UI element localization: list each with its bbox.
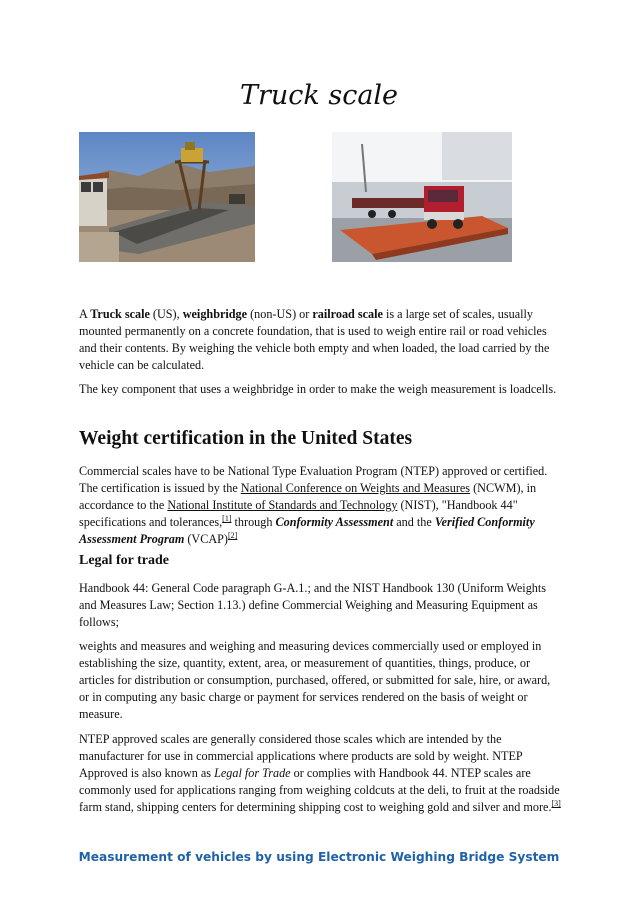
term-conformity-assessment: Conformity Assessment	[275, 515, 394, 529]
mining-weighbridge-photo	[79, 132, 255, 262]
red-truck-on-scale-photo	[332, 132, 512, 262]
intro-paragraph	[79, 306, 561, 374]
term-railroad-scale: railroad scale	[312, 307, 383, 321]
link-nist[interactable]: National Institute of Standards and Technology	[167, 498, 398, 512]
text-span: Commercial scales have to be National Type Evaluation Program (NTEP) approved or certified. The certification is issued by the	[79, 464, 548, 495]
text-span: through	[231, 515, 276, 529]
term-vcap: Verified Conformity Assessment Program	[79, 515, 535, 546]
text-span: NTEP approved scales are generally considered those scales which are intended by the manufacturer for use in commercial applications where products are sold by weight. NTEP Approved is also known as	[79, 732, 523, 780]
term-weighbridge: weighbridge	[182, 307, 248, 321]
reference-link-3[interactable]: [3]	[551, 798, 561, 808]
section-heading-weight-certification: Weight certification in the United States	[79, 428, 413, 449]
certification-paragraph	[79, 463, 561, 548]
text-span: (NCWM), in accordance to the	[79, 481, 537, 512]
document-title: Truck scale	[239, 80, 399, 111]
page-footer: Measurement of vehicles by using Electronic Weighing Bridge System	[78, 850, 560, 864]
text-span: or complies with Handbook 44. NTEP scales are commonly used for applications ranging from weighing coldcuts at the deli, to fruit at the roadside farm stand, shipping centers for determining shipping cost to weighing gold and silver and more.	[79, 766, 560, 814]
text-span: and the	[393, 515, 435, 529]
handbook-paragraph: Handbook 44: General Code paragraph G-A.1.; and the NIST Handbook 130 (Uniform Weights and Measures Law; Section 1.13.) define Commercial Weighing and Measuring Equipment as follows;	[79, 581, 547, 629]
text-span: (non-US) or	[247, 307, 313, 321]
section-heading-legal-for-trade: Legal for trade	[79, 553, 169, 568]
text-span: (US),	[149, 307, 183, 321]
text-span: (VCAP)	[184, 532, 228, 546]
text-span: (NIST), "Handbook 44" specifications and tolerances,	[79, 498, 518, 529]
link-ncwm[interactable]: National Conference on Weights and Measures	[240, 481, 471, 495]
definition-paragraph: weights and measures and weighing and measuring devices commercially used or employed in establishing the size, quantity, extent, area, or measurement of quantities, things, produce, or articles for distribution or consumption, purchased, offered, or submitted for sale, hire, or award, or in computing any basic charge or payment for services rendered on the basis of weight or measure.	[79, 639, 551, 721]
text-span: A	[79, 307, 91, 321]
term-truck-scale: Truck scale	[90, 307, 150, 321]
reference-link-1[interactable]: [1]	[222, 513, 232, 523]
loadcells-paragraph: The key component that uses a weighbridge in order to make the weigh measurement is loadcells.	[79, 382, 557, 396]
term-legal-for-trade: Legal for Trade	[214, 766, 291, 780]
reference-link-2[interactable]: [2]	[228, 530, 238, 540]
ntep-paragraph	[79, 731, 561, 816]
text-span: is a large set of scales, usually mounted permanently on a concrete foundation, that is used to weigh entire rail or road vehicles and their contents. By weighing the vehicle both empty and when loaded, the load carried by the vehicle can be calculated.	[79, 307, 550, 372]
